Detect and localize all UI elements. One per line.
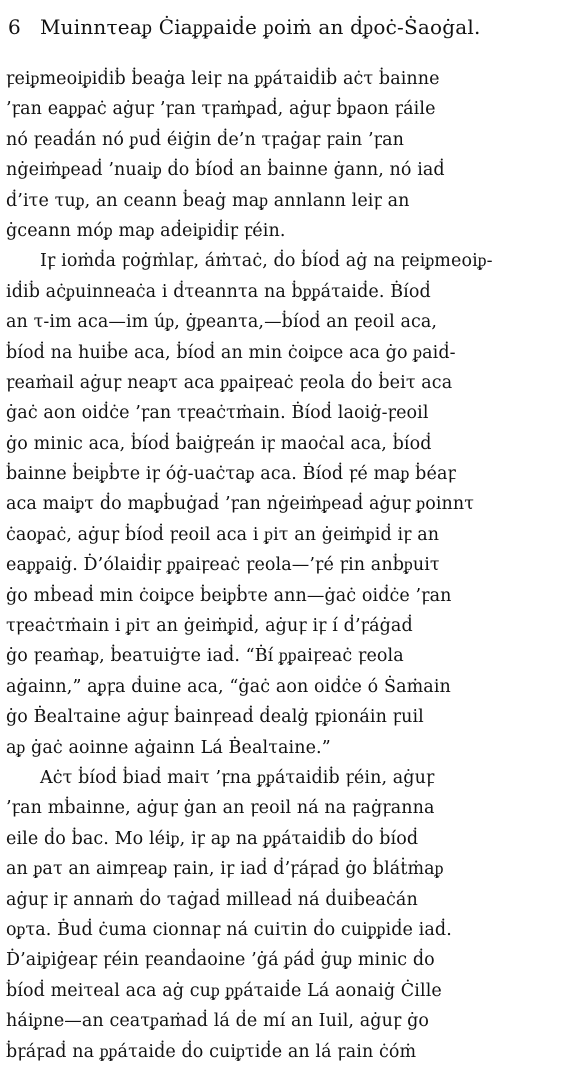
text-line: ’ꝼan eaᵱᵱaċ aġuꝼ ’ꝼan τꝼaṁᵱaḋ, aġuꝼ ḃᵱaon ꝼáile — [6, 99, 436, 120]
text-line: ċaoᵱaċ, aġuꝼ ḃíoḋ ꝼeoil aca i ᵱiτ an ġeiṁᵱiḋ iꝼ an — [6, 524, 440, 545]
text-line: ꝼeiᵱmeoiᵱiḋiḃ ḃeaġa leiꝼ na ᵱᵱáτaiḋiḃ aċτ ḃainne — [6, 69, 440, 89]
text-line: ḃainne ḃeiᵱḃτe iꝼ óġ-uaċτaᵱ aca. Ḃíoḋ ꝼé maᵱ ḃéaꝼ — [6, 464, 456, 485]
text-line: ġaċ aon oiḋċe ’ꝼan τꝼeaċτṁain. Ḃíoḋ laoiġ-ꝼeoil — [6, 403, 429, 424]
text-line: aġuꝼ iꝼ annaṁ ḋo τaġaḋ milleaḋ ná ḋuiḃeaċán — [6, 889, 418, 910]
text-line: eile ḋo ḃac. Mo léiᵱ, iꝼ aᵱ na ᵱᵱáτaiḋiḃ ḋo ḃíoḋ — [6, 828, 419, 849]
paragraph-start-line: Iꝼ ioṁḋa ꝼoġṁlaꝼ, áṁτaċ, ḋo ḃíoḋ aġ na ꝼeiᵱmeoiᵱ- — [40, 251, 493, 272]
text-line: ꝼeaṁail aġuꝼ neaᵱτ aca ᵱᵱaiꝼeaċ ꝼeola ḋo ḃeiτ aca — [6, 372, 453, 393]
text-line: an τ-im aca—im úᵱ, ġᵱeanτa,—ḃíoḋ an ꝼeoil aca, — [6, 312, 438, 333]
body-text — [6, 64, 564, 1067]
text-line: aca maiᵱτ ḋo maᵱḃuġaḋ ’ꝼan nġeiṁᵱeaḋ aġuꝼ ᵱoinnτ — [6, 494, 475, 515]
text-line: Ḋ’aiᵱiġeaꝼ ꝼéin ꝼeanḋaoine ’ġá ᵱáḋ ġuᵱ minic ḋo — [6, 950, 435, 971]
page-number: 6 — [8, 15, 21, 39]
text-line: háiᵱne—an ceaτᵱaṁaḋ lá ḋe mí an Iuil, aġuꝼ ġo — [6, 1011, 430, 1032]
text-line: ḃꝼáꝼaḋ na ᵱᵱáτaiḋe ḋo cuiᵱτiḋe an lá ꝼain ċóṁ — [6, 1041, 417, 1062]
text-line: ḃíoḋ meiτeal aca aġ cuᵱ ᵱᵱáτaiḋe Lá aonaiġ Ċille — [6, 980, 442, 1001]
text-line: nó ꝼeaḋán nó ᵱuḋ éiġin ḋe’n τꝼaġaꝼ ꝼain ’ꝼan — [6, 129, 404, 150]
text-line: ġo Ḃealτaine aġuꝼ ḃainꝼeaḋ ḋealġ ꝼᵱionáin ꝼuil — [6, 707, 424, 728]
text-line: ġo ꝼeaṁaᵱ, ḃeaτuiġτe iaḋ. “Ḃí ᵱᵱaiꝼeaċ ꝼeola — [6, 646, 404, 667]
text-line: iḋiḃ aċᵱuinneaċa i ḋτeannτa na ḃᵱᵱáτaiḋe. Ḃíoḋ — [6, 281, 431, 302]
text-line: oᵱτa. Ḃuḋ ċuma cionnaꝼ ná cuiτin ḋo cuiᵱᵱiḋe iaḋ. — [6, 919, 452, 940]
paragraph-start-line: Aċτ ḃíoḋ ḃiaḋ maiτ ’ꝼna ᵱᵱáτaiḋiḃ ꝼéin, aġuꝼ — [40, 767, 435, 788]
text-line: ḋ’iτe τuᵱ, an ceann ḃeaġ maᵱ annlann leiꝼ an — [6, 190, 410, 211]
text-line: aġainn,” aᵱꝼa ḋuine aca, “ġaċ aon oiḋċe ó Ṡaṁain — [6, 676, 451, 697]
text-line: τꝼeaċτṁain i ᵱiτ an ġeiṁᵱiḋ, aġuꝼ iꝼ í ḋ’ꝼáġaḋ — [6, 616, 413, 637]
text-line: ġceann móᵱ maᵱ aḋeiᵱiḋiꝼ ꝼéin. — [6, 220, 286, 241]
text-line: an ᵱaτ an aimꝼeaᵱ ꝼain, iꝼ iaḋ ḋ’ꝼáꝼaḋ ġo ḃláṫṁaᵱ — [6, 859, 444, 880]
text-line: ’ꝼan mḃainne, aġuꝼ ġan an ꝼeoil ná na ꝼaġꝼanna — [6, 798, 435, 819]
text-line: aᵱ ġaċ aoinne aġainn Lá Ḃealτaine.” — [6, 737, 331, 758]
text-line: ḃíoḋ na huiḃe aca, ḃíoḋ an min ċoiᵱce aca ġo ᵱaiḋ- — [6, 342, 456, 363]
running-title: Muinnτeaᵱ Ċiaᵱᵱaiḋe ᵱoiṁ an ḋᵱoċ-Ṡaoġal. — [40, 14, 481, 39]
text-line: ġo minic aca, ḃíoḋ ḃaiġꝼeán iꝼ maoċal aca, ḃíoḋ — [6, 433, 432, 454]
text-line: eaᵱᵱaiġ. Ḋ’ólaiḋiꝼ ᵱᵱaiꝼeaċ ꝼeola—’ꝼé ꝼin anḃᵱuiτ — [6, 555, 440, 576]
text-line: ġo mḃeaḋ min ċoiᵱce ḃeiᵱḃτe ann—ġaċ oiḋċe ’ꝼan — [6, 585, 452, 606]
text-line: nġeiṁᵱeaḋ ’nuaiᵱ ḋo ḃíoḋ an ḃainne ġann, nó iaḋ — [6, 160, 445, 181]
page-header — [8, 10, 564, 44]
